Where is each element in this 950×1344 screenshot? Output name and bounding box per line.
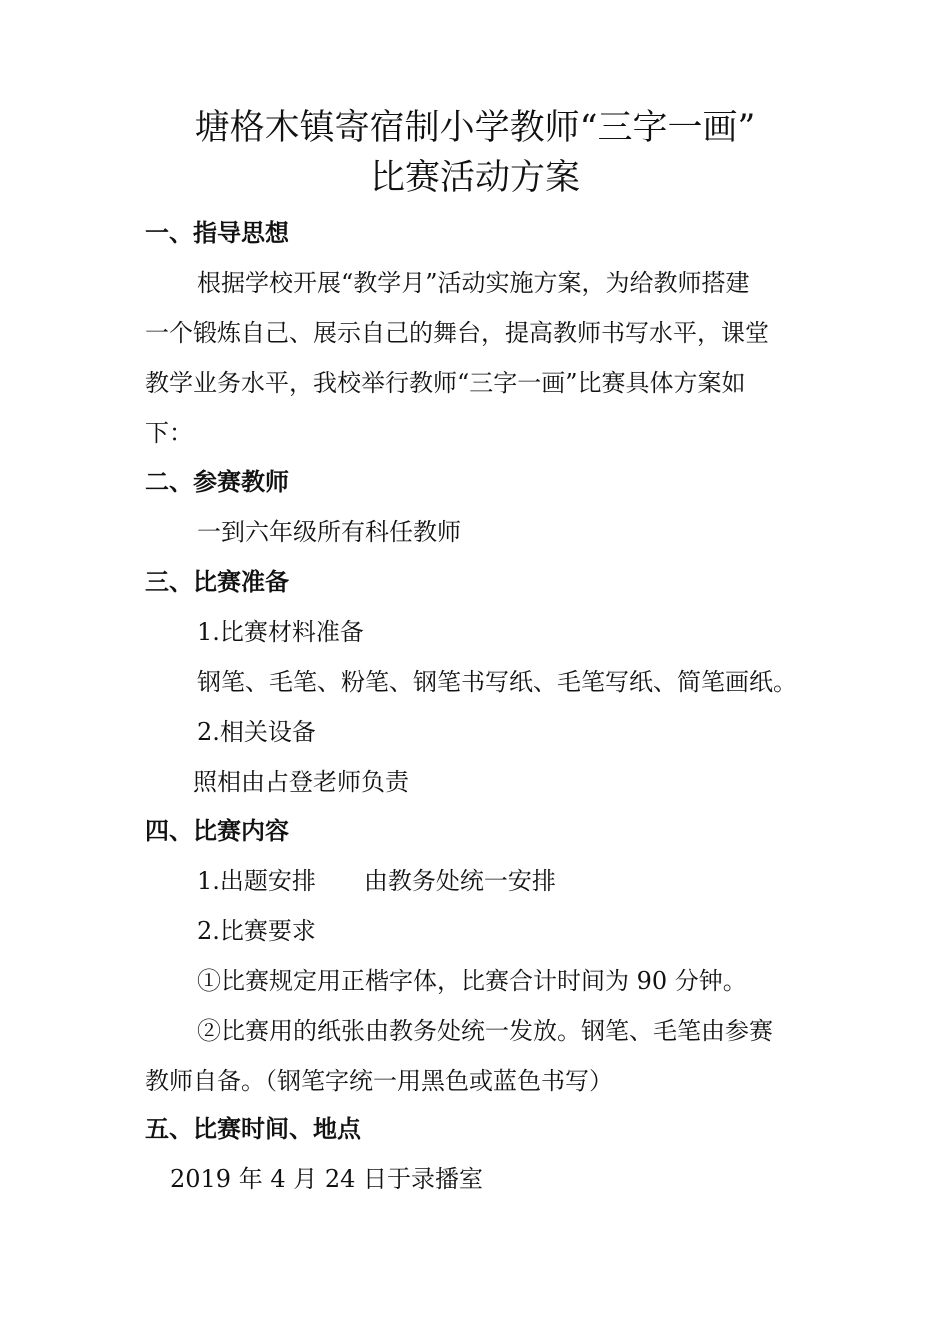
paragraph-line: 照相由占登老师负责 bbox=[193, 768, 409, 796]
paragraph-line: 根据学校开展“教学月”活动实施方案，为给教师搭建 bbox=[197, 269, 750, 297]
paragraph-line: 教学业务水平，我校举行教师“三字一画”比赛具体方案如 bbox=[145, 369, 746, 397]
list-item: 2.相关设备 bbox=[197, 718, 316, 746]
paragraph-line: ①比赛规定用正楷字体，比赛合计时间为 90 分钟。 bbox=[197, 967, 747, 995]
document-title-line-1: 塘格木镇寄宿制小学教师“三字一画” bbox=[194, 108, 756, 148]
section-heading-time-place: 五、比赛时间、地点 bbox=[145, 1115, 361, 1143]
section-heading-guiding-idea: 一、指导思想 bbox=[145, 219, 289, 247]
paragraph-line: 一到六年级所有科任教师 bbox=[197, 518, 461, 546]
list-item-value: 由教务处统一安排 bbox=[363, 867, 556, 895]
paragraph-line: 教师自备。（钢笔字统一用黑色或蓝色书写） bbox=[145, 1067, 613, 1095]
list-item bbox=[197, 865, 556, 897]
section-heading-preparation: 三、比赛准备 bbox=[145, 568, 289, 596]
paragraph-line: 下： bbox=[145, 419, 193, 447]
paragraph-line: 一个锻炼自己、展示自己的舞台，提高教师书写水平，课堂 bbox=[145, 319, 769, 347]
paragraph-line: 2019 年 4 月 24 日于录播室 bbox=[170, 1165, 484, 1193]
document-title-line-2: 比赛活动方案 bbox=[369, 158, 580, 198]
section-heading-content: 四、比赛内容 bbox=[145, 817, 289, 845]
list-item-label: 1.出题安排 bbox=[197, 867, 316, 895]
list-item: 1.比赛材料准备 bbox=[197, 618, 364, 646]
paragraph-line: 钢笔、毛笔、粉笔、钢笔书写纸、毛笔写纸、简笔画纸。 bbox=[197, 668, 797, 696]
paragraph-line: ②比赛用的纸张由教务处统一发放。钢笔、毛笔由参赛 bbox=[197, 1017, 773, 1045]
section-heading-participants: 二、参赛教师 bbox=[145, 468, 289, 496]
list-item: 2.比赛要求 bbox=[197, 917, 316, 945]
